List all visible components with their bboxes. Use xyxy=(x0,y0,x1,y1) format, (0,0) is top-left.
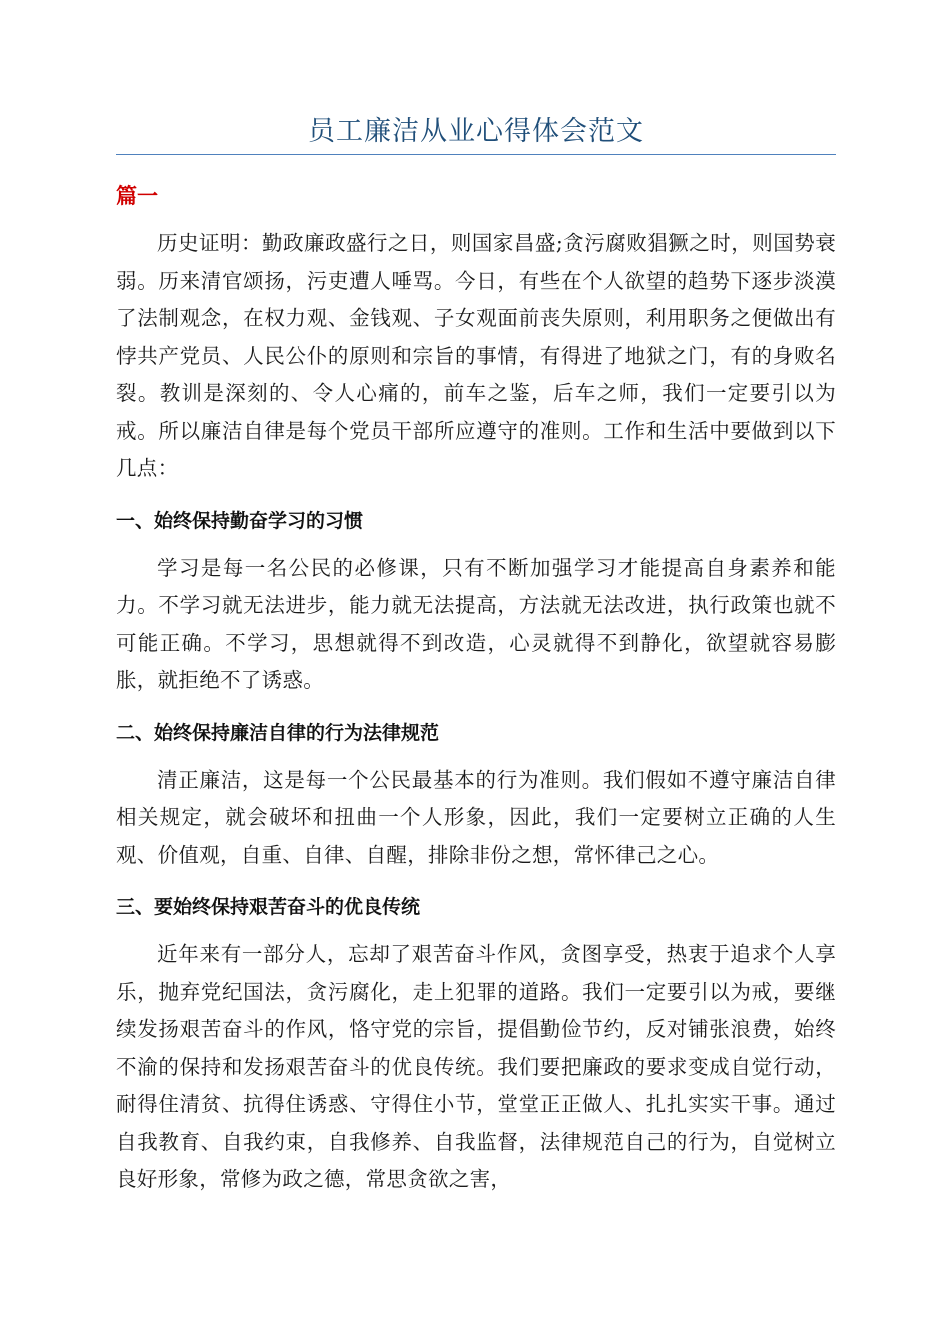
heading-self-discipline: 二、始终保持廉洁自律的行为法律规范 xyxy=(116,721,440,744)
heading-study-habit: 一、始终保持勤奋学习的习惯 xyxy=(116,509,364,532)
section-label: 篇一 xyxy=(116,184,158,208)
paragraph-hard-work: 近年来有一部分人，忘却了艰苦奋斗作风，贪图享受，热衷于追求个人享乐，抛弃党纪国法，贪污腐化，走上犯罪的道路。我们一定要引以为戒，要继续发扬艰苦奋斗的作风，恪守党的宗旨，提倡勤俭节约，反对铺张浪费，始终不渝的保持和发扬艰苦奋斗的优良传统。我们要把廉政的要求变成自觉行动，耐得住清贫、抗得住诱惑、守得住小节，堂堂正正做人、扎扎实实干事。通过自我教育、自我约束，自我修养、自我监督，法律规范自己的行为，自觉树立良好形象，常修为政之德，常思贪欲之害， xyxy=(116,942,836,1191)
heading-hard-work: 三、要始终保持艰苦奋斗的优良传统 xyxy=(116,896,421,918)
intro-paragraph: 历史证明：勤政廉政盛行之日，则国家昌盛;贪污腐败猖獗之时，则国势衰弱。历来清官颂扬，污吏遭人唾骂。今日，有些在个人欲望的趋势下逐步淡漠了法制观念，在权力观、金钱观、子女观面前丧失原则，利用职务之便做出有悖共产党员、人民公仆的原则和宗旨的事情，有得进了地狱之门，有的身败名裂。教训是深刻的、令人心痛的，前车之鉴，后车之师，我们一定要引以为戒。所以廉洁自律是每个党员干部所应遵守的准则。工作和生活中要做到以下几点： xyxy=(116,231,836,480)
paragraph-study-habit: 学习是每一名公民的必修课，只有不断加强学习才能提高自身素养和能力。不学习就无法进步，能力就无法提高，方法就无法改进，执行政策也就不可能正确。不学习，思想就得不到改造，心灵就得不到静化，欲望就容易膨胀，就拒绝不了诱惑。 xyxy=(116,555,836,692)
document-page xyxy=(116,0,836,1199)
title-underline xyxy=(116,154,836,155)
document-title: 员工廉洁从业心得体会范文 xyxy=(308,116,644,147)
paragraph-self-discipline: 清正廉洁，这是每一个公民最基本的行为准则。我们假如不遵守廉洁自律相关规定，就会破坏和扭曲一个人形象，因此，我们一定要树立正确的人生观、价值观，自重、自律、自醒，排除非份之想，常怀律己之心。 xyxy=(116,767,836,867)
